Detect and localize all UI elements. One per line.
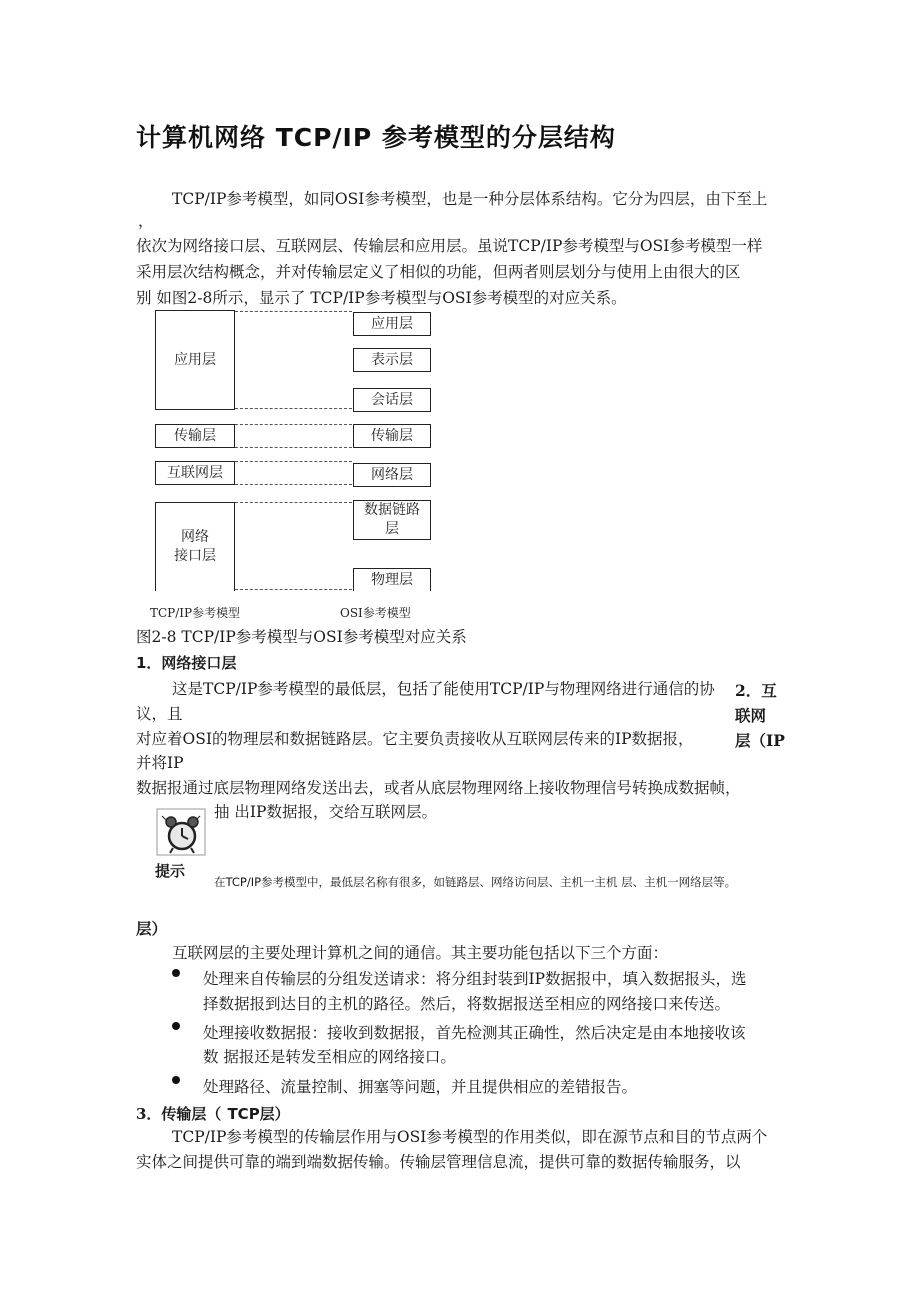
section1-heading: 1．网络接口层 bbox=[136, 654, 237, 672]
figure-caption: 图2-8 TCP/IP参考模型与OSI参考模型对应关系 bbox=[136, 628, 467, 646]
connector-line bbox=[235, 461, 352, 462]
tip-label: 提示 bbox=[155, 862, 186, 880]
section3-heading bbox=[136, 1103, 290, 1125]
section3-heading-tcp: TCP层） bbox=[227, 1105, 290, 1123]
bullet-dot bbox=[172, 969, 180, 977]
section2-intro: 互联网层的主要处理计算机之间的通信。其主要功能包括以下三个方面： bbox=[172, 944, 669, 962]
bullet-1-line-1: 处理来自传输层的分组发送请求：将分组封装到IP数据报中，填入数据报头，选 bbox=[203, 970, 747, 988]
osi-presentation-layer: 表示层 bbox=[353, 348, 431, 372]
section1-line-5: 数据报通过底层物理网络发送出去，或者从底层物理网络上接收物理信号转换成数据帧， bbox=[136, 779, 741, 797]
section1-line-2: 议，且 bbox=[136, 705, 183, 723]
osi-session-layer: 会话层 bbox=[353, 388, 431, 412]
section2-heading-part3: 层（IP bbox=[735, 731, 785, 750]
osi-network-layer: 网络层 bbox=[353, 463, 431, 487]
osi-physical-layer: 物理层 bbox=[353, 568, 431, 591]
tcpip-application-layer: 应用层 bbox=[155, 310, 235, 410]
connector-line bbox=[235, 589, 352, 590]
section3-heading-num: 3．传输层（ bbox=[136, 1105, 222, 1123]
tip-text: 在TCP/IP参考模型中，最低层名称有很多，如链路层、网络访问层、主机一主机 层、主机一网络层等。 bbox=[214, 875, 737, 889]
intro-line-3: 采用层次结构概念，并对传输层定义了相似的功能，但两者则层划分与使用上由很大的区 bbox=[136, 263, 741, 281]
intro-line-1: TCP/IP参考模型，如同OSI参考模型，也是一种分层体系结构。它分为四层，由下至上 bbox=[172, 190, 768, 208]
intro-line-1b: ， bbox=[138, 212, 154, 230]
connector-line bbox=[235, 447, 352, 448]
section1-line-3: 对应着OSI的物理层和数据链路层。它主要负责接收从互联网层传来的IP数据报， bbox=[136, 730, 694, 748]
osi-model-label: OSI参考模型 bbox=[340, 606, 411, 620]
section1-line-1: 这是TCP/IP参考模型的最低层，包括了能使用TCP/IP与物理网络进行通信的协 bbox=[172, 680, 715, 698]
bullet-2-line-1: 处理接收数据报：接收到数据报，首先检测其正确性，然后决定是由本地接收该 bbox=[203, 1024, 746, 1042]
section2-heading-part2: 联网 bbox=[735, 706, 767, 725]
connector-line bbox=[235, 311, 352, 312]
section3-line-1: TCP/IP参考模型的传输层作用与OSI参考模型的作用类似，即在源节点和目的节点两个 bbox=[172, 1128, 768, 1146]
osi-data-link-layer: 数据链路 层 bbox=[353, 500, 431, 540]
section1-line-6: 抽 出IP数据报，交给互联网层。 bbox=[214, 803, 437, 821]
tcpip-model-label: TCP/IP参考模型 bbox=[150, 606, 241, 620]
tcpip-network-interface-layer: 网络 接口层 bbox=[155, 502, 235, 591]
bullet-2-line-2: 数 据报还是转发至相应的网络接口。 bbox=[203, 1048, 456, 1066]
section1-line-4: 并将IP bbox=[136, 754, 184, 772]
connector-line bbox=[235, 424, 352, 425]
connector-line bbox=[235, 484, 352, 485]
bullet-dot bbox=[172, 1076, 180, 1084]
intro-line-4: 别 如图2-8所示，显示了 TCP/IP参考模型与OSI参考模型的对应关系。 bbox=[136, 289, 627, 307]
intro-line-2: 依次为网络接口层、互联网层、传输层和应用层。虽说TCP/IP参考模型与OSI参考模型一样 bbox=[136, 237, 763, 255]
tcpip-internet-layer: 互联网层 bbox=[155, 461, 235, 485]
section3-line-2: 实体之间提供可靠的端到端数据传输。传输层管理信息流，提供可靠的数据传输服务，以 bbox=[136, 1153, 741, 1171]
page-title: 计算机网络 TCP/IP 参考模型的分层结构 bbox=[136, 123, 616, 152]
osi-application-layer: 应用层 bbox=[353, 312, 431, 336]
connector-line bbox=[235, 408, 352, 409]
section2-heading-part4: 层） bbox=[136, 919, 168, 938]
tcpip-transport-layer: 传输层 bbox=[155, 424, 235, 448]
bullet-3-line-1: 处理路径、流量控制、拥塞等问题，并且提供相应的差错报告。 bbox=[203, 1078, 638, 1096]
section2-heading-part1: 2．互 bbox=[735, 681, 777, 700]
osi-transport-layer: 传输层 bbox=[353, 424, 431, 448]
bullet-dot bbox=[172, 1022, 180, 1030]
connector-line bbox=[235, 502, 352, 503]
bullet-1-line-2: 择数据报到达目的主机的路径。然后，将数据报送至相应的网络接口来传送。 bbox=[203, 995, 731, 1013]
alarm-clock-icon bbox=[156, 808, 206, 856]
